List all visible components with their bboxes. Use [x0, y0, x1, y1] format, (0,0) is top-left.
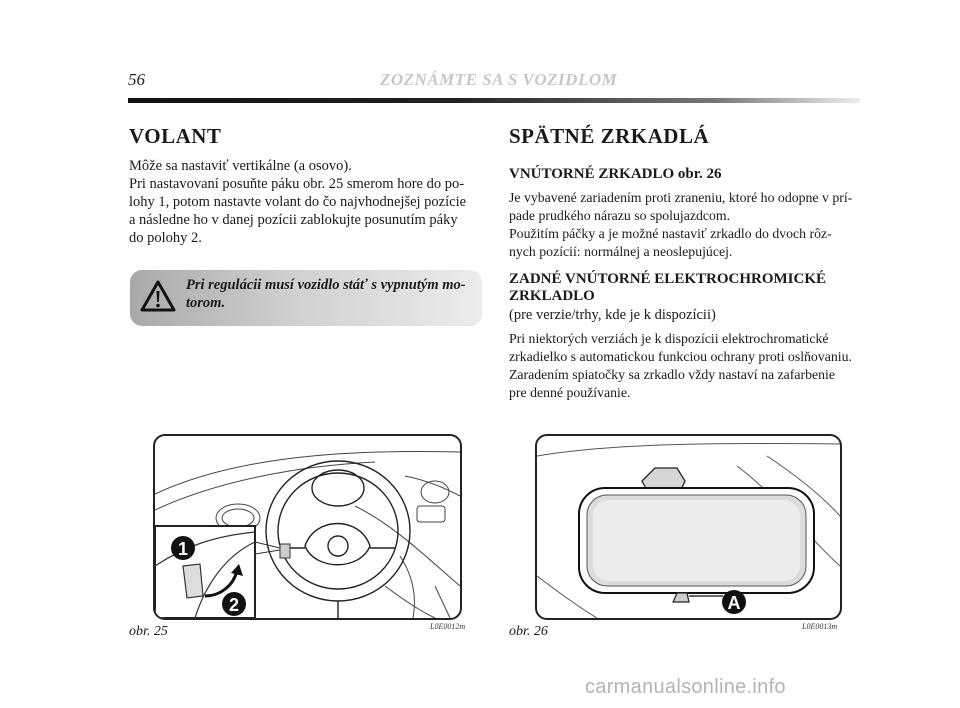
watermark: carmanualsonline.info	[585, 676, 786, 698]
text-line: Je vybavené zariadením proti zraneniu, ktoré ho odopne v prí-	[509, 190, 853, 205]
figure-caption-26: obr. 26	[509, 624, 548, 639]
volant-paragraph	[129, 157, 481, 247]
subheading-text: VNÚTORNÉ ZRKADLO	[509, 166, 675, 182]
text-line: lohy 1, potom nastavte volant do čo najvhodnejšej pozície	[129, 194, 467, 210]
warning-line: Pri regulácii musí vozidlo stáť s vypnutým mo-	[186, 277, 466, 293]
text-line: pade prudkého nárazu so spolujazdcom.	[509, 208, 731, 223]
text-line: a následne ho v danej pozícii zablokujte posunutím páky	[129, 212, 458, 228]
rearview-mirror-illustration	[537, 436, 840, 618]
callout-label-2: 2	[228, 595, 240, 615]
text-line: nych pozícií: normálnej a neoslepujúcej.	[509, 244, 733, 259]
text-line: zrkadielko s automatickou funkciou ochrany proti oslňovaniu.	[509, 349, 852, 364]
warning-line: torom.	[186, 295, 226, 311]
subheading-elektrochromicke	[509, 271, 826, 305]
callout-label-a: A	[727, 593, 741, 613]
text-line: pre denné používanie.	[509, 385, 631, 400]
header-rule	[128, 98, 860, 103]
figure-code-25: L0E0012m	[430, 622, 466, 631]
subheading-vnutorne-zrkadlo	[509, 166, 722, 183]
warning-triangle-icon	[140, 280, 176, 312]
text-line: Pri nastavovaní posuňte páku obr. 25 smerom hore do po-	[129, 176, 465, 192]
figure-code-26: L0E0013m	[802, 622, 838, 631]
elektrochromicke-paragraph	[509, 330, 861, 402]
figure-caption-25: obr. 25	[129, 624, 168, 639]
steering-wheel-illustration	[155, 436, 460, 618]
section-title-volant: VOLANT	[129, 124, 222, 148]
callout-label-1: 1	[177, 539, 189, 559]
text-line: Použitím páčky a je možné nastaviť zrkadlo do dvoch rôz-	[509, 226, 832, 241]
subheading-line: ZRKLADLO	[509, 288, 595, 304]
figure-steering-wheel	[153, 434, 462, 620]
figure-reference: obr. 26	[677, 166, 722, 182]
text-line: Pri niektorých verziách je k dispozícii elektrochromatické	[509, 331, 829, 346]
page-number: 56	[128, 70, 145, 89]
subheading-line: ZADNÉ VNÚTORNÉ ELEKTROCHROMICKÉ	[509, 271, 826, 287]
text-line: do polohy 2.	[129, 230, 202, 246]
running-title: ZOZNÁMTE SA S VOZIDLOM	[380, 70, 618, 89]
text-line: Zaradením spiatočky sa zrkadlo vždy nastaví na zafarbenie	[509, 367, 835, 382]
vnutorne-paragraph	[509, 189, 861, 261]
figure-rearview-mirror	[535, 434, 842, 620]
text-line: Môže sa nastaviť vertikálne (a osovo).	[129, 158, 352, 174]
availability-note: (pre verzie/trhy, kde je k dispozícii)	[509, 307, 716, 323]
warning-text	[186, 276, 472, 312]
section-title-zrkadla: SPÄTNÉ ZRKADLÁ	[509, 124, 710, 148]
